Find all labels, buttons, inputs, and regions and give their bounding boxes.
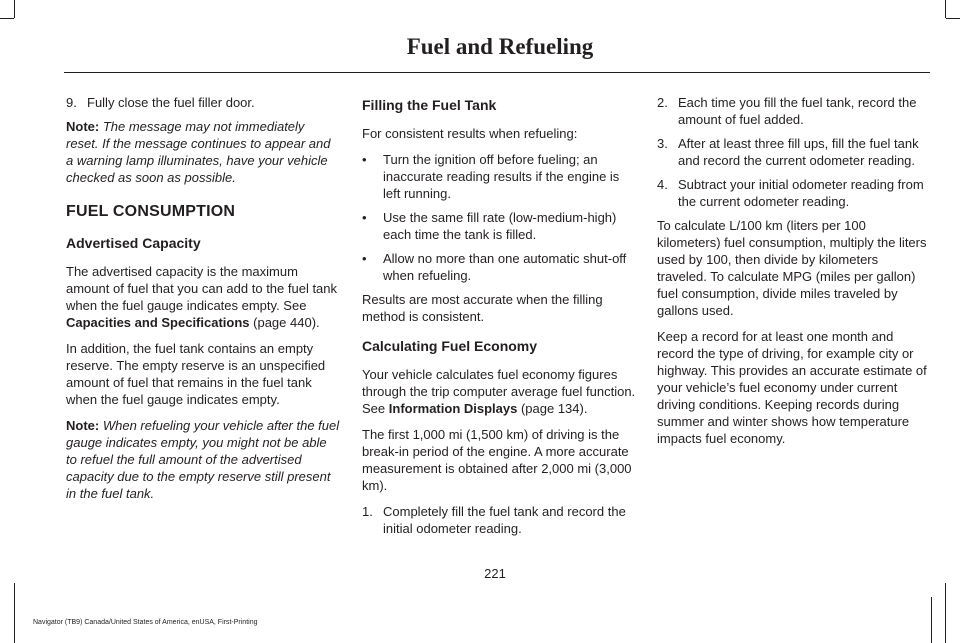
list-item xyxy=(66,94,340,111)
column-1 xyxy=(66,94,340,511)
crop-mark-bottom-left-v xyxy=(14,583,15,643)
subheading: Advertised Capacity xyxy=(66,235,201,251)
subheading: Filling the Fuel Tank xyxy=(362,97,497,113)
bullet-text: Turn the ignition off before fueling; an inaccurate reading results if the engine is left running. xyxy=(383,152,620,201)
bullet-marker: • xyxy=(362,210,367,225)
list-item xyxy=(657,94,931,128)
page-reference: (page 134). xyxy=(520,401,588,416)
crop-mark-top-right-v xyxy=(945,0,946,18)
step-number: 2. xyxy=(657,95,668,110)
footer-text: Navigator (TB9) Canada/United States of America, enUSA, First-Printing xyxy=(33,619,258,626)
column-3 xyxy=(657,94,931,456)
step-text: Completely fill the fuel tank and record the initial odometer reading. xyxy=(383,504,626,536)
note-label: Note: xyxy=(66,119,100,134)
crop-mark-bottom-right-inner xyxy=(931,597,932,643)
page-number: 221 xyxy=(484,566,506,581)
step-number: 9. xyxy=(66,95,77,110)
paragraph: In addition, the fuel tank contains an empty reserve. The empty reserve is an unspecified amount of fuel that remains in the fuel tank when the fuel gauge indicates empty. xyxy=(66,341,326,407)
step-text: Subtract your initial odometer reading from the current odometer reading. xyxy=(678,177,924,209)
cross-reference-link[interactable]: Capacities and Specifications xyxy=(66,315,250,330)
list-item xyxy=(362,151,636,202)
paragraph: For consistent results when refueling: xyxy=(362,126,578,141)
bullet-marker: • xyxy=(362,152,367,167)
step-number: 1. xyxy=(362,504,373,519)
step-number: 3. xyxy=(657,136,668,151)
step-text: Fully close the fuel filler door. xyxy=(87,95,255,110)
paragraph-text: Your vehicle calculates fuel economy figures through the trip computer average fuel function. See xyxy=(362,367,636,416)
crop-mark-top-right-h xyxy=(946,18,960,19)
bullet-marker: • xyxy=(362,251,367,266)
paragraph: Keep a record for at least one month and record the type of driving, for example city or highway. This provides an accurate estimate of your vehicle’s fuel economy under current driving conditions. Keeping records during summer and winter shows how temperature impacts fuel economy. xyxy=(657,329,927,446)
list-item xyxy=(362,250,636,284)
paragraph xyxy=(362,366,636,417)
crop-mark-bottom-right-v xyxy=(945,583,946,643)
list-item xyxy=(657,135,931,169)
note-paragraph xyxy=(66,118,340,186)
section-heading: FUEL CONSUMPTION xyxy=(66,203,236,220)
paragraph: The first 1,000 mi (1,500 km) of driving is the break-in period of the engine. A more accurate measurement is obtained after 2,000 mi (3,000 km). xyxy=(362,427,632,493)
note-text: The message may not immediately reset. If the message continues to appear and a warning lamp illuminates, have your vehicle checked as soon as possible. xyxy=(66,119,331,185)
paragraph xyxy=(66,263,340,331)
list-item xyxy=(657,176,931,210)
subheading: Calculating Fuel Economy xyxy=(362,338,538,354)
bullet-text: Use the same fill rate (low-medium-high) each time the tank is filled. xyxy=(383,210,617,242)
crop-mark-top-left-v xyxy=(14,0,15,18)
note-paragraph xyxy=(66,417,340,502)
paragraph: Results are most accurate when the filling method is consistent. xyxy=(362,292,603,324)
step-number: 4. xyxy=(657,177,668,192)
step-text: After at least three fill ups, fill the fuel tank and record the current odometer reading. xyxy=(678,136,919,168)
crop-mark-top-left-h xyxy=(0,18,14,19)
column-2 xyxy=(362,96,636,544)
page-reference: (page 440). xyxy=(253,315,320,330)
step-text: Each time you fill the fuel tank, record the amount of fuel added. xyxy=(678,95,917,127)
paragraph-text: The advertised capacity is the maximum amount of fuel that you can add to the fuel tank when the fuel gauge indicates empty. See xyxy=(66,264,338,313)
note-label: Note: xyxy=(66,418,100,433)
cross-reference-link[interactable]: Information Displays xyxy=(388,401,518,416)
list-item xyxy=(362,503,636,537)
note-text: When refueling your vehicle after the fuel gauge indicates empty, you might not be able to refuel the full amount of the advertised capacity due to the empty reserve still present in the fuel tank. xyxy=(66,418,340,501)
list-item xyxy=(362,209,636,243)
page-header-title: Fuel and Refueling xyxy=(406,34,594,59)
header-rule xyxy=(64,72,930,73)
bullet-text: Allow no more than one automatic shut-off when refueling. xyxy=(383,251,627,283)
paragraph: To calculate L/100 km (liters per 100 kilometers) fuel consumption, multiply the liters used by 100, then divide by kilometers traveled. To calculate MPG (miles per gallon) fuel consumption, divide miles traveled by gallons used. xyxy=(657,218,927,318)
